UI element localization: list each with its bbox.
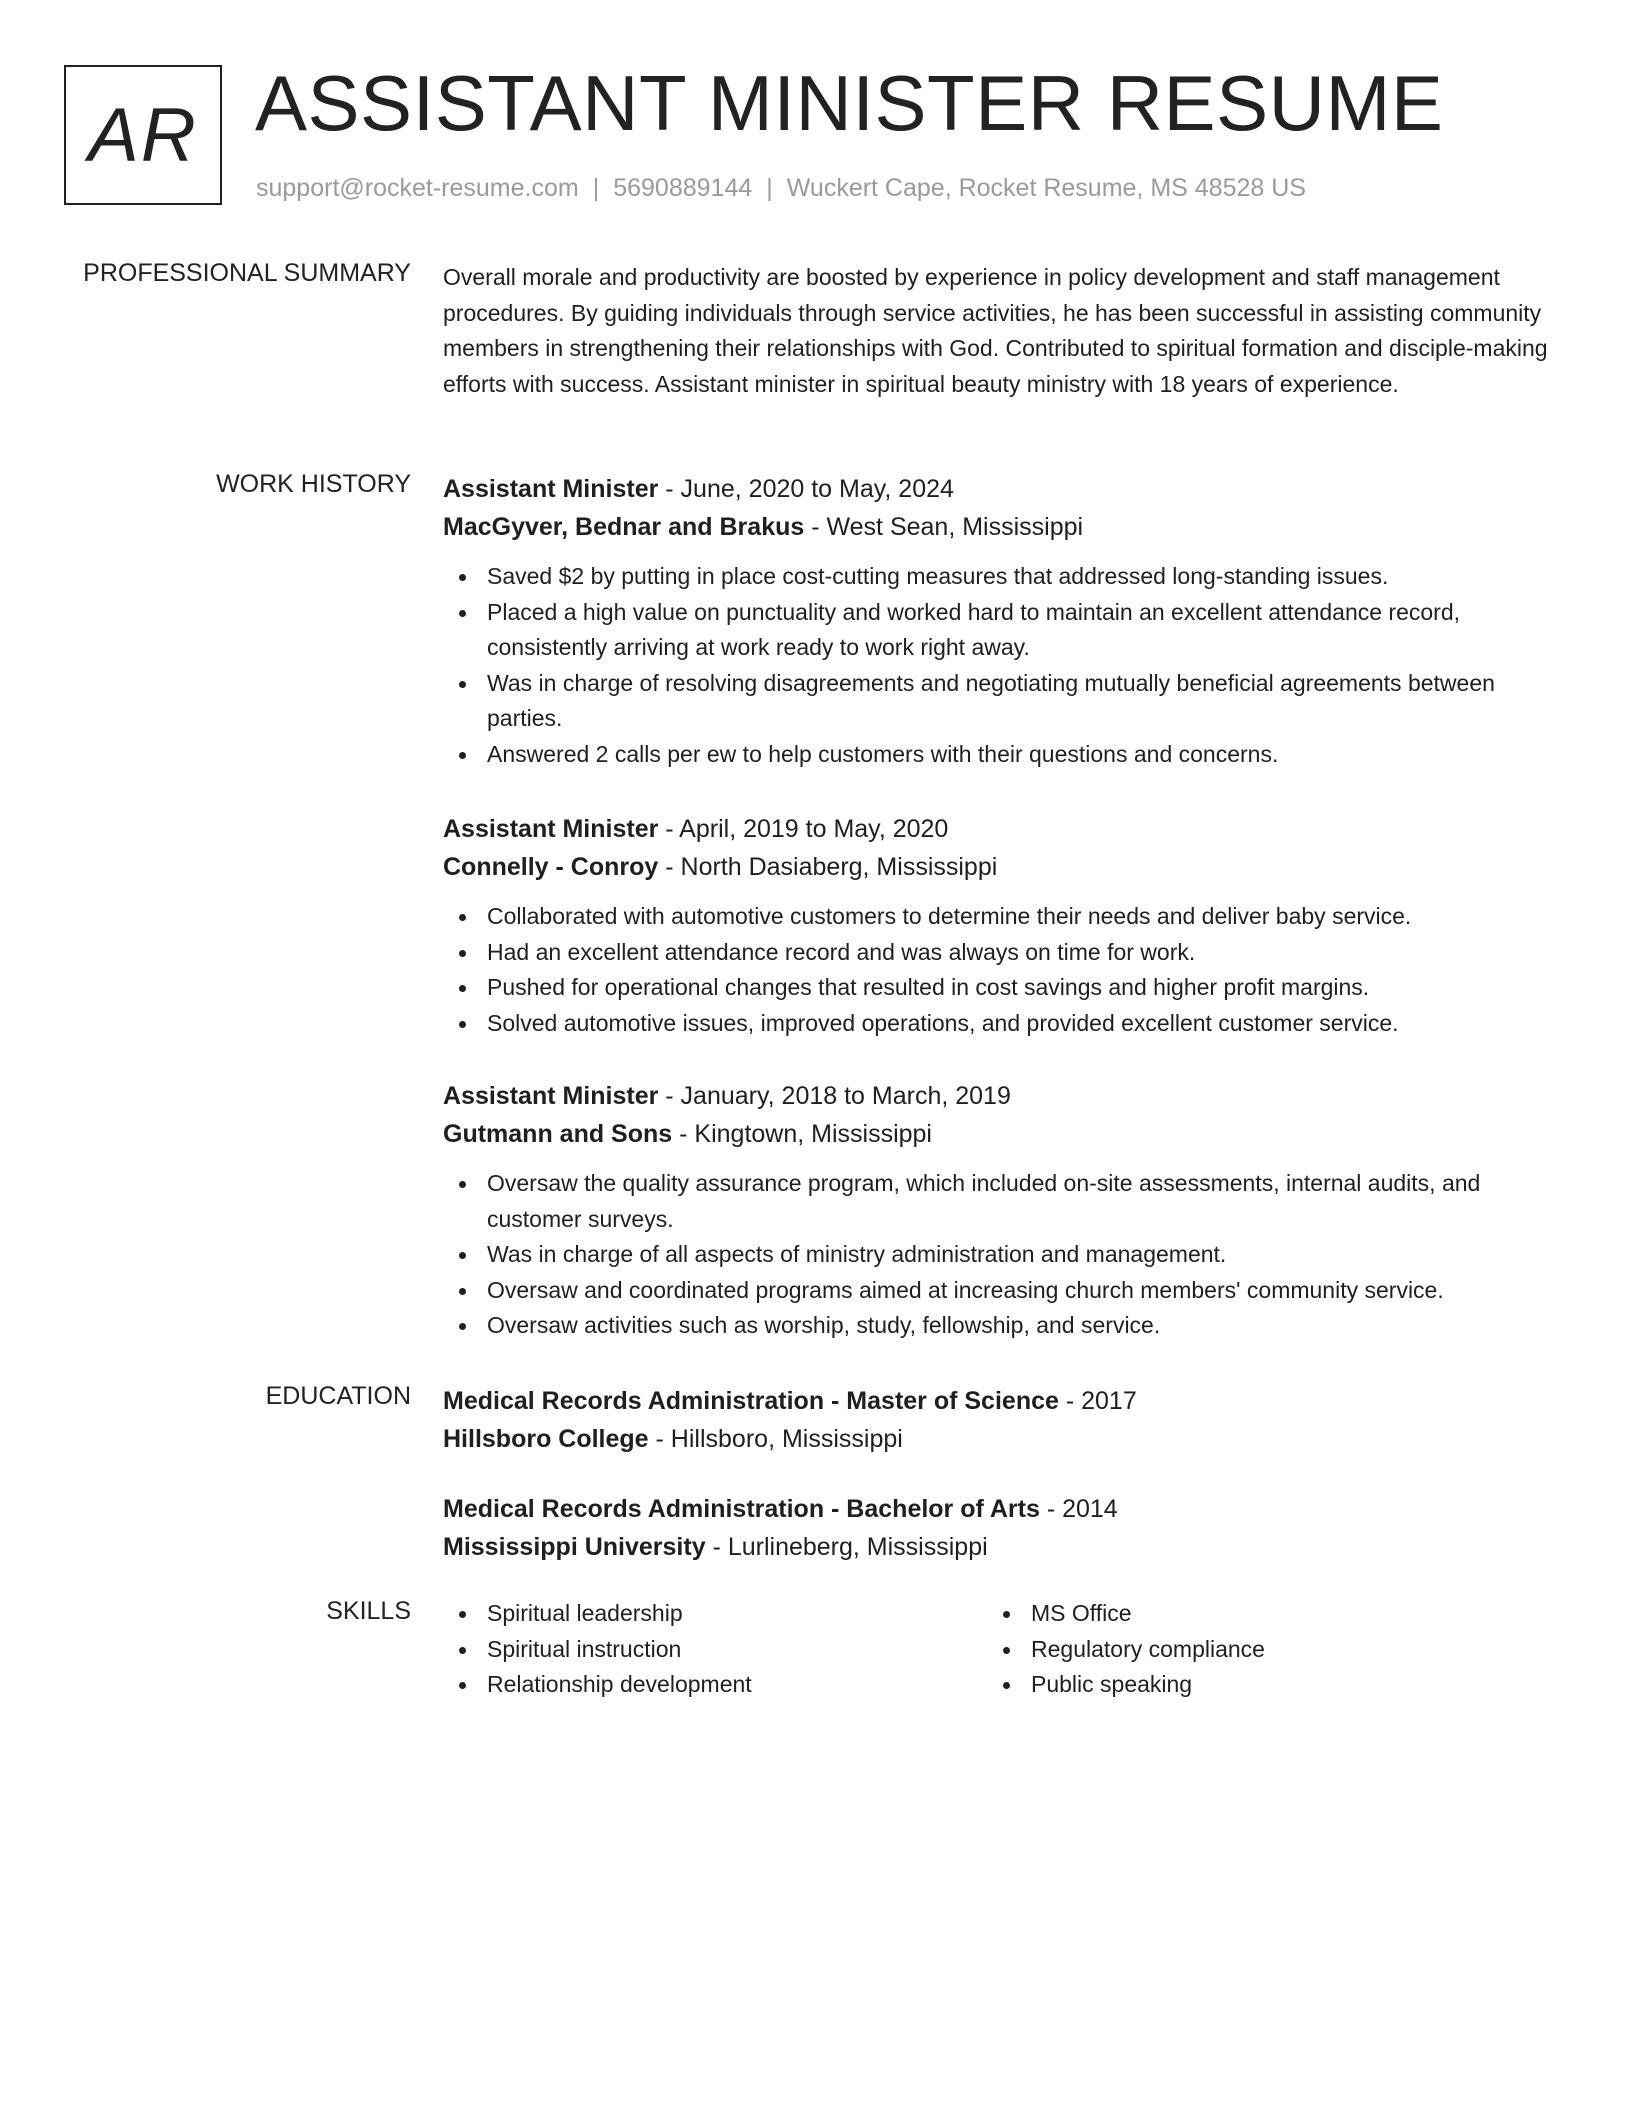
education-degree-line [443,1490,1555,1528]
job-dates: - January, 2018 to March, 2019 [658,1082,1011,1110]
job-bullet: Was in charge of resolving disagreements and negotiating mutually beneficial agreements between parties. [443,666,1555,737]
skill-item: Public speaking [987,1667,1531,1703]
job-entry [443,470,1555,773]
job-bullet: Solved automotive issues, improved operations, and provided excellent customer service. [443,1006,1555,1042]
job-title-line [443,810,1555,848]
section-label-work-history: WORK HISTORY [216,470,411,498]
job-company: MacGyver, Bednar and Brakus [443,513,805,541]
skill-item: Regulatory compliance [987,1632,1531,1668]
education-degree-line [443,1382,1555,1420]
job-company: Connelly - Conroy [443,853,659,881]
job-location: - West Sean, Mississippi [804,513,1084,541]
job-company-line [443,848,1555,886]
education-year: - 2017 [1058,1387,1137,1415]
summary-body [443,260,1555,402]
education-location: - Hillsboro, Mississippi [648,1425,903,1453]
job-title: Assistant Minister [443,475,659,503]
education-school: Mississippi University [443,1533,706,1561]
job-entry [443,810,1555,1041]
initials-text: AR [88,92,198,178]
education-degree: Medical Records Administration - Master of Science [443,1387,1059,1415]
education-entry [443,1382,1555,1458]
job-bullet: Oversaw and coordinated programs aimed at increasing church members' community service. [443,1273,1555,1309]
skill-item: MS Office [987,1596,1531,1632]
section-label-summary: PROFESSIONAL SUMMARY [83,259,411,287]
job-bullet: Oversaw activities such as worship, study, fellowship, and service. [443,1308,1555,1344]
job-entry [443,1077,1555,1344]
job-company: Gutmann and Sons [443,1120,673,1148]
job-bullet: Collaborated with automotive customers to determine their needs and deliver baby service. [443,899,1555,935]
skill-item: Relationship development [443,1667,987,1703]
job-bullet: Saved $2 by putting in place cost-cutting measures that addressed long-standing issues. [443,559,1555,595]
section-label-skills: SKILLS [326,1597,411,1625]
job-title-line [443,470,1555,508]
job-bullets [443,559,1555,773]
contact-line [256,174,1306,203]
job-bullet: Was in charge of all aspects of ministry administration and management. [443,1237,1555,1273]
contact-email[interactable]: support@rocket-resume.com [256,174,579,202]
education-degree: Medical Records Administration - Bachelor of Arts [443,1495,1040,1523]
summary-text: Overall morale and productivity are boosted by experience in policy development and staff management procedures. By guiding individuals through service activities, he has been successful in assisting community members in strengthening their relationships with God. Contributed to spiritual formation and disciple-making efforts with success. Assistant minister in spiritual beauty ministry with 18 years of experience. [443,264,1548,397]
job-location: - Kingtown, Mississippi [672,1120,932,1148]
job-dates: - April, 2019 to May, 2020 [658,815,949,843]
job-bullets [443,899,1555,1041]
education-school: Hillsboro College [443,1425,649,1453]
education-school-line [443,1420,1555,1458]
job-title: Assistant Minister [443,1082,659,1110]
job-company-line [443,508,1555,546]
job-bullet: Answered 2 calls per ew to help customers with their questions and concerns. [443,737,1555,773]
resume-title: ASSISTANT MINISTER RESUME [255,59,1444,147]
job-bullet: Oversaw the quality assurance program, which included on-site assessments, internal audits, and customer surveys. [443,1166,1555,1237]
job-location: - North Dasiaberg, Mississippi [658,853,998,881]
job-bullets [443,1166,1555,1344]
education-location: - Lurlineberg, Mississippi [705,1533,988,1561]
contact-separator: | [766,174,773,202]
skills-column-left [443,1596,987,1703]
skill-item: Spiritual instruction [443,1632,987,1668]
skills-body [443,1596,1555,1703]
education-school-line [443,1528,1555,1566]
contact-phone[interactable]: 5690889144 [613,174,753,202]
job-dates: - June, 2020 to May, 2024 [658,475,954,503]
job-title: Assistant Minister [443,815,659,843]
job-bullet: Pushed for operational changes that resulted in cost savings and higher profit margins. [443,970,1555,1006]
skills-column-right [987,1596,1531,1703]
skills-columns [443,1596,1555,1703]
education-year: - 2014 [1039,1495,1118,1523]
education-entry [443,1490,1555,1566]
job-title-line [443,1077,1555,1115]
job-company-line [443,1115,1555,1153]
skill-item: Spiritual leadership [443,1596,987,1632]
contact-separator: | [592,174,600,202]
section-label-education: EDUCATION [265,1382,411,1410]
initials-monogram [64,65,222,205]
job-bullet: Had an excellent attendance record and was always on time for work. [443,935,1555,971]
contact-address: Wuckert Cape, Rocket Resume, MS 48528 US [786,174,1306,202]
job-bullet: Placed a high value on punctuality and worked hard to maintain an excellent attendance record, consistently arriving at work ready to work right away. [443,595,1555,666]
